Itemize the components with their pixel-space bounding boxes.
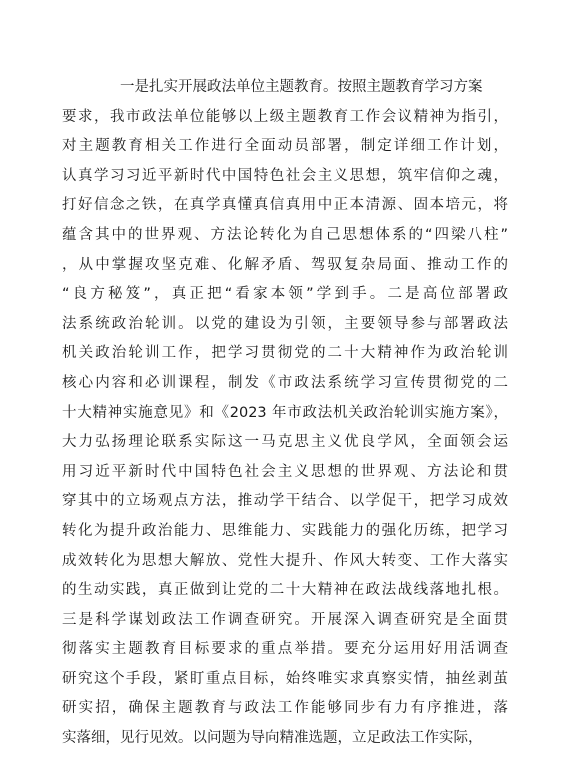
text-line: 彻落实主题教育目标要求的重点举措。要充分运用好用活调查 — [62, 641, 508, 658]
text-line: 一是扎实开展政法单位主题教育。按照主题教育学习方案 — [120, 79, 483, 95]
text-line: 三是科学谋划政法工作调查研究。开展深入调查研究是全面贯 — [62, 611, 508, 628]
text-line: 用习近平新时代中国特色社会主义思想的世界观、方法论和贯 — [62, 463, 508, 480]
text-line: 要求，我市政法单位能够以上级主题教育工作会议精神为指引， — [62, 108, 508, 125]
text-line: 核心内容和必训课程，制发《市政法系统学习宣传贯彻党的二 — [62, 374, 508, 391]
text-line: 研实招，确保主题教育与政法工作能够同步有力有序推进，落 — [62, 700, 508, 717]
text-line: 十大精神实施意见》和《2023 年市政法机关政治轮训实施方案》， — [62, 404, 508, 421]
text-line: 实落细，见行见效。以问题为导向精准选题，立足政法工作实际， — [62, 730, 483, 747]
text-line: 成效转化为思想大解放、党性大提升、作风大转变、工作大落实 — [62, 552, 508, 569]
text-line: “良方秘笈”，真正把“看家本领”学到手。二是高位部署政 — [62, 286, 508, 303]
text-line: 打好信念之铁，在真学真懂真信真用中正本清源、固本培元，将 — [62, 197, 508, 214]
text-line: 的生动实践，真正做到让党的二十大精神在政法战线落地扎根。 — [62, 582, 508, 599]
body-paragraph — [62, 73, 508, 754]
text-line: ，从中掌握攻坚克难、化解矛盾、驾驭复杂局面、推动工作的 — [62, 256, 508, 273]
text-line: 机关政治轮训工作，把学习贯彻党的二十大精神作为政治轮训 — [62, 345, 508, 362]
text-line: 转化为提升政治能力、思维能力、实践能力的强化历练，把学习 — [62, 522, 508, 539]
text-line: 研究这个手段，紧盯重点目标，始终唯实求真察实情，抽丝剥茧 — [62, 670, 508, 687]
text-line: 认真学习习近平新时代中国特色社会主义思想，筑牢信仰之魂， — [62, 167, 508, 184]
text-line: 对主题教育相关工作进行全面动员部署，制定详细工作计划， — [62, 138, 508, 155]
text-line: 大力弘扬理论联系实际这一马克思主义优良学风，全面领会运 — [62, 434, 508, 451]
text-line: 穿其中的立场观点方法，推动学干结合、以学促干，把学习成效 — [62, 493, 508, 510]
text-line: 法系统政治轮训。以党的建设为引领，主要领导参与部署政法 — [62, 315, 508, 332]
text-line: 蕴含其中的世界观、方法论转化为自己思想体系的“四梁八柱” — [62, 226, 508, 243]
